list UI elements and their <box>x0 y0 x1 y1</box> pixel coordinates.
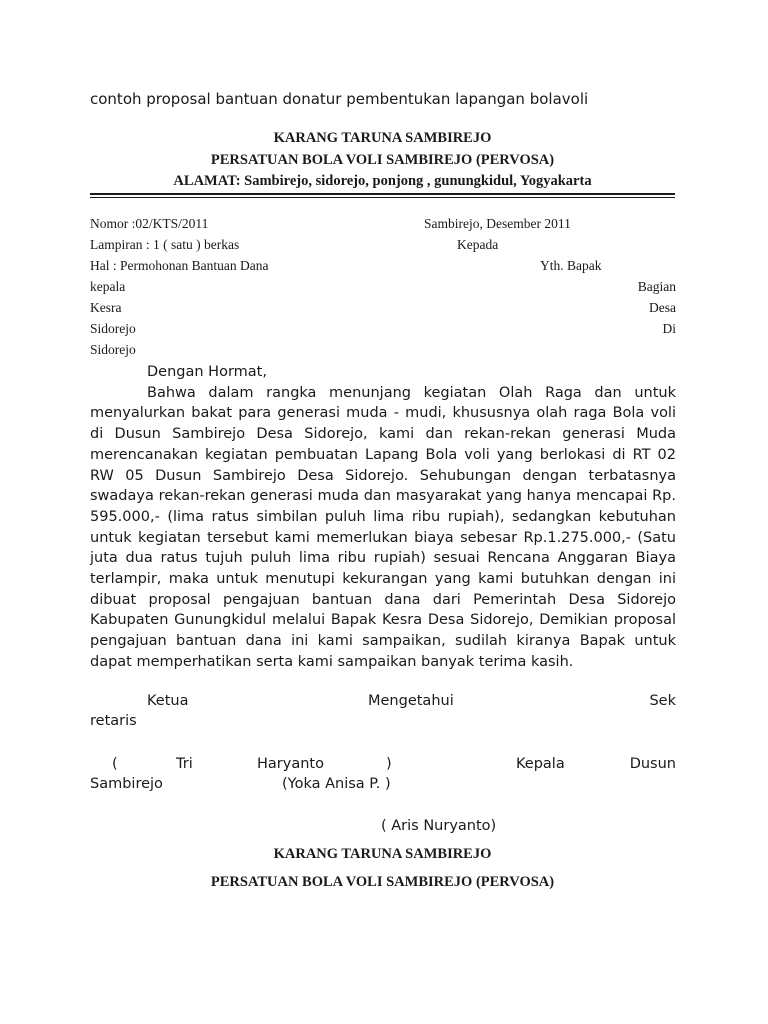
letter-date: Sambirejo, Desember 2011 <box>424 216 571 231</box>
signature-mengetahui-label: Mengetahui <box>368 693 454 709</box>
letter-paragraph: Bahwa dalam rangka menunjang kegiatan Olah Raga dan untuk menyalurkan bakat para generasi muda - mudi, khususnya olah raga Bola voli di Dusun Sambirejo Desa Sidorejo, kami dan rekan-rekan generasi Muda merencanakan kegiatan pembuatan Lapang Bola voli yang berlokasi di RT 02 RW 05 Dusun Sambirejo Desa Sidorejo. Sehubungan dengan terbatasnya swadaya rekan-rekan generasi muda dan masyarakat yang hanya mencapai Rp. 595.000,- (lima ratus simbilan puluh lima ribu rupiah), sedangkan kebutuhan untuk kegiatan tersebut kami memerlukan biaya sebesar Rp.1.275.000,- (Satu juta dua ratus tujuh puluh lima ribu rupiah) sesuai Rencana Anggaran Biaya terlampir, maka untuk menutupi kekurangan yang kami butuhkan dengan ini dibuat proposal pengajuan bantuan dana dari Pemerintah Desa Sidorejo Kabupaten Gunungkidul melalui Bapak Kesra Desa Sidorejo, Demikian proposal pengajuan bantuan dana ini kami sampaikan, sudilah kiranya Bapak untuk dapat memperhatikan serta kami sampaikan banyak terima kasih. <box>90 384 676 670</box>
letter-recipient-to: Kepada <box>457 237 499 252</box>
signature-name-aris: ( Aris Nuryanto) <box>381 818 497 834</box>
letterhead-org-name: KARANG TARUNA SAMBIREJO <box>273 130 492 146</box>
recipient-line-sidorejo: Sidorejo <box>90 321 136 336</box>
letterhead-divider-thin <box>90 197 675 198</box>
letterhead-org-subtitle: PERSATUAN BOLA VOLI SAMBIREJO (PERVOSA) <box>210 152 555 168</box>
letter-recipient-salutation: Yth. Bapak <box>540 258 602 273</box>
document-title: contoh proposal bantuan donatur pembentukan lapangan bolavoli <box>90 90 589 108</box>
footer-org-subtitle: PERSATUAN BOLA VOLI SAMBIREJO (PERVOSA) <box>210 874 555 890</box>
recipient-line-kesra: Kesra <box>90 300 122 315</box>
letterhead-address: ALAMAT: Sambirejo, sidorejo, ponjong , gunungkidul, Yogyakarta <box>173 173 592 189</box>
recipient-line-sidorejo-2: Sidorejo <box>90 342 136 357</box>
signature-kepala-label: Kepala <box>516 756 565 772</box>
signature-name-haryanto: Haryanto <box>257 756 324 772</box>
signature-sekretaris-label-cont: retaris <box>90 713 137 729</box>
recipient-line-di: Di <box>662 321 676 336</box>
letter-body <box>90 362 676 673</box>
letter-greeting: Dengan Hormat, <box>147 364 267 380</box>
signature-name-yoka: (Yoka Anisa P. ) <box>282 776 391 792</box>
signature-sekretaris-label: Sek <box>649 693 676 709</box>
recipient-line-bagian: Bagian <box>637 279 676 294</box>
letterhead-divider-thick <box>90 193 675 195</box>
recipient-line-desa: Desa <box>649 300 676 315</box>
letter-number: Nomor :02/KTS/2011 <box>90 216 209 231</box>
signature-name-tri: Tri <box>176 756 193 772</box>
signature-dusun-label: Dusun <box>629 756 676 772</box>
signature-open-paren: ( <box>112 756 118 772</box>
signature-close-paren: ) <box>386 756 392 772</box>
signature-sambirejo-label: Sambirejo <box>90 776 163 792</box>
signature-ketua-label: Ketua <box>147 693 189 709</box>
letter-subject: Hal : Permohonan Bantuan Dana <box>90 258 269 273</box>
footer-org-name: KARANG TARUNA SAMBIREJO <box>273 846 492 862</box>
letter-attachment: Lampiran : 1 ( satu ) berkas <box>90 237 240 252</box>
recipient-line-kepala: kepala <box>90 279 126 294</box>
